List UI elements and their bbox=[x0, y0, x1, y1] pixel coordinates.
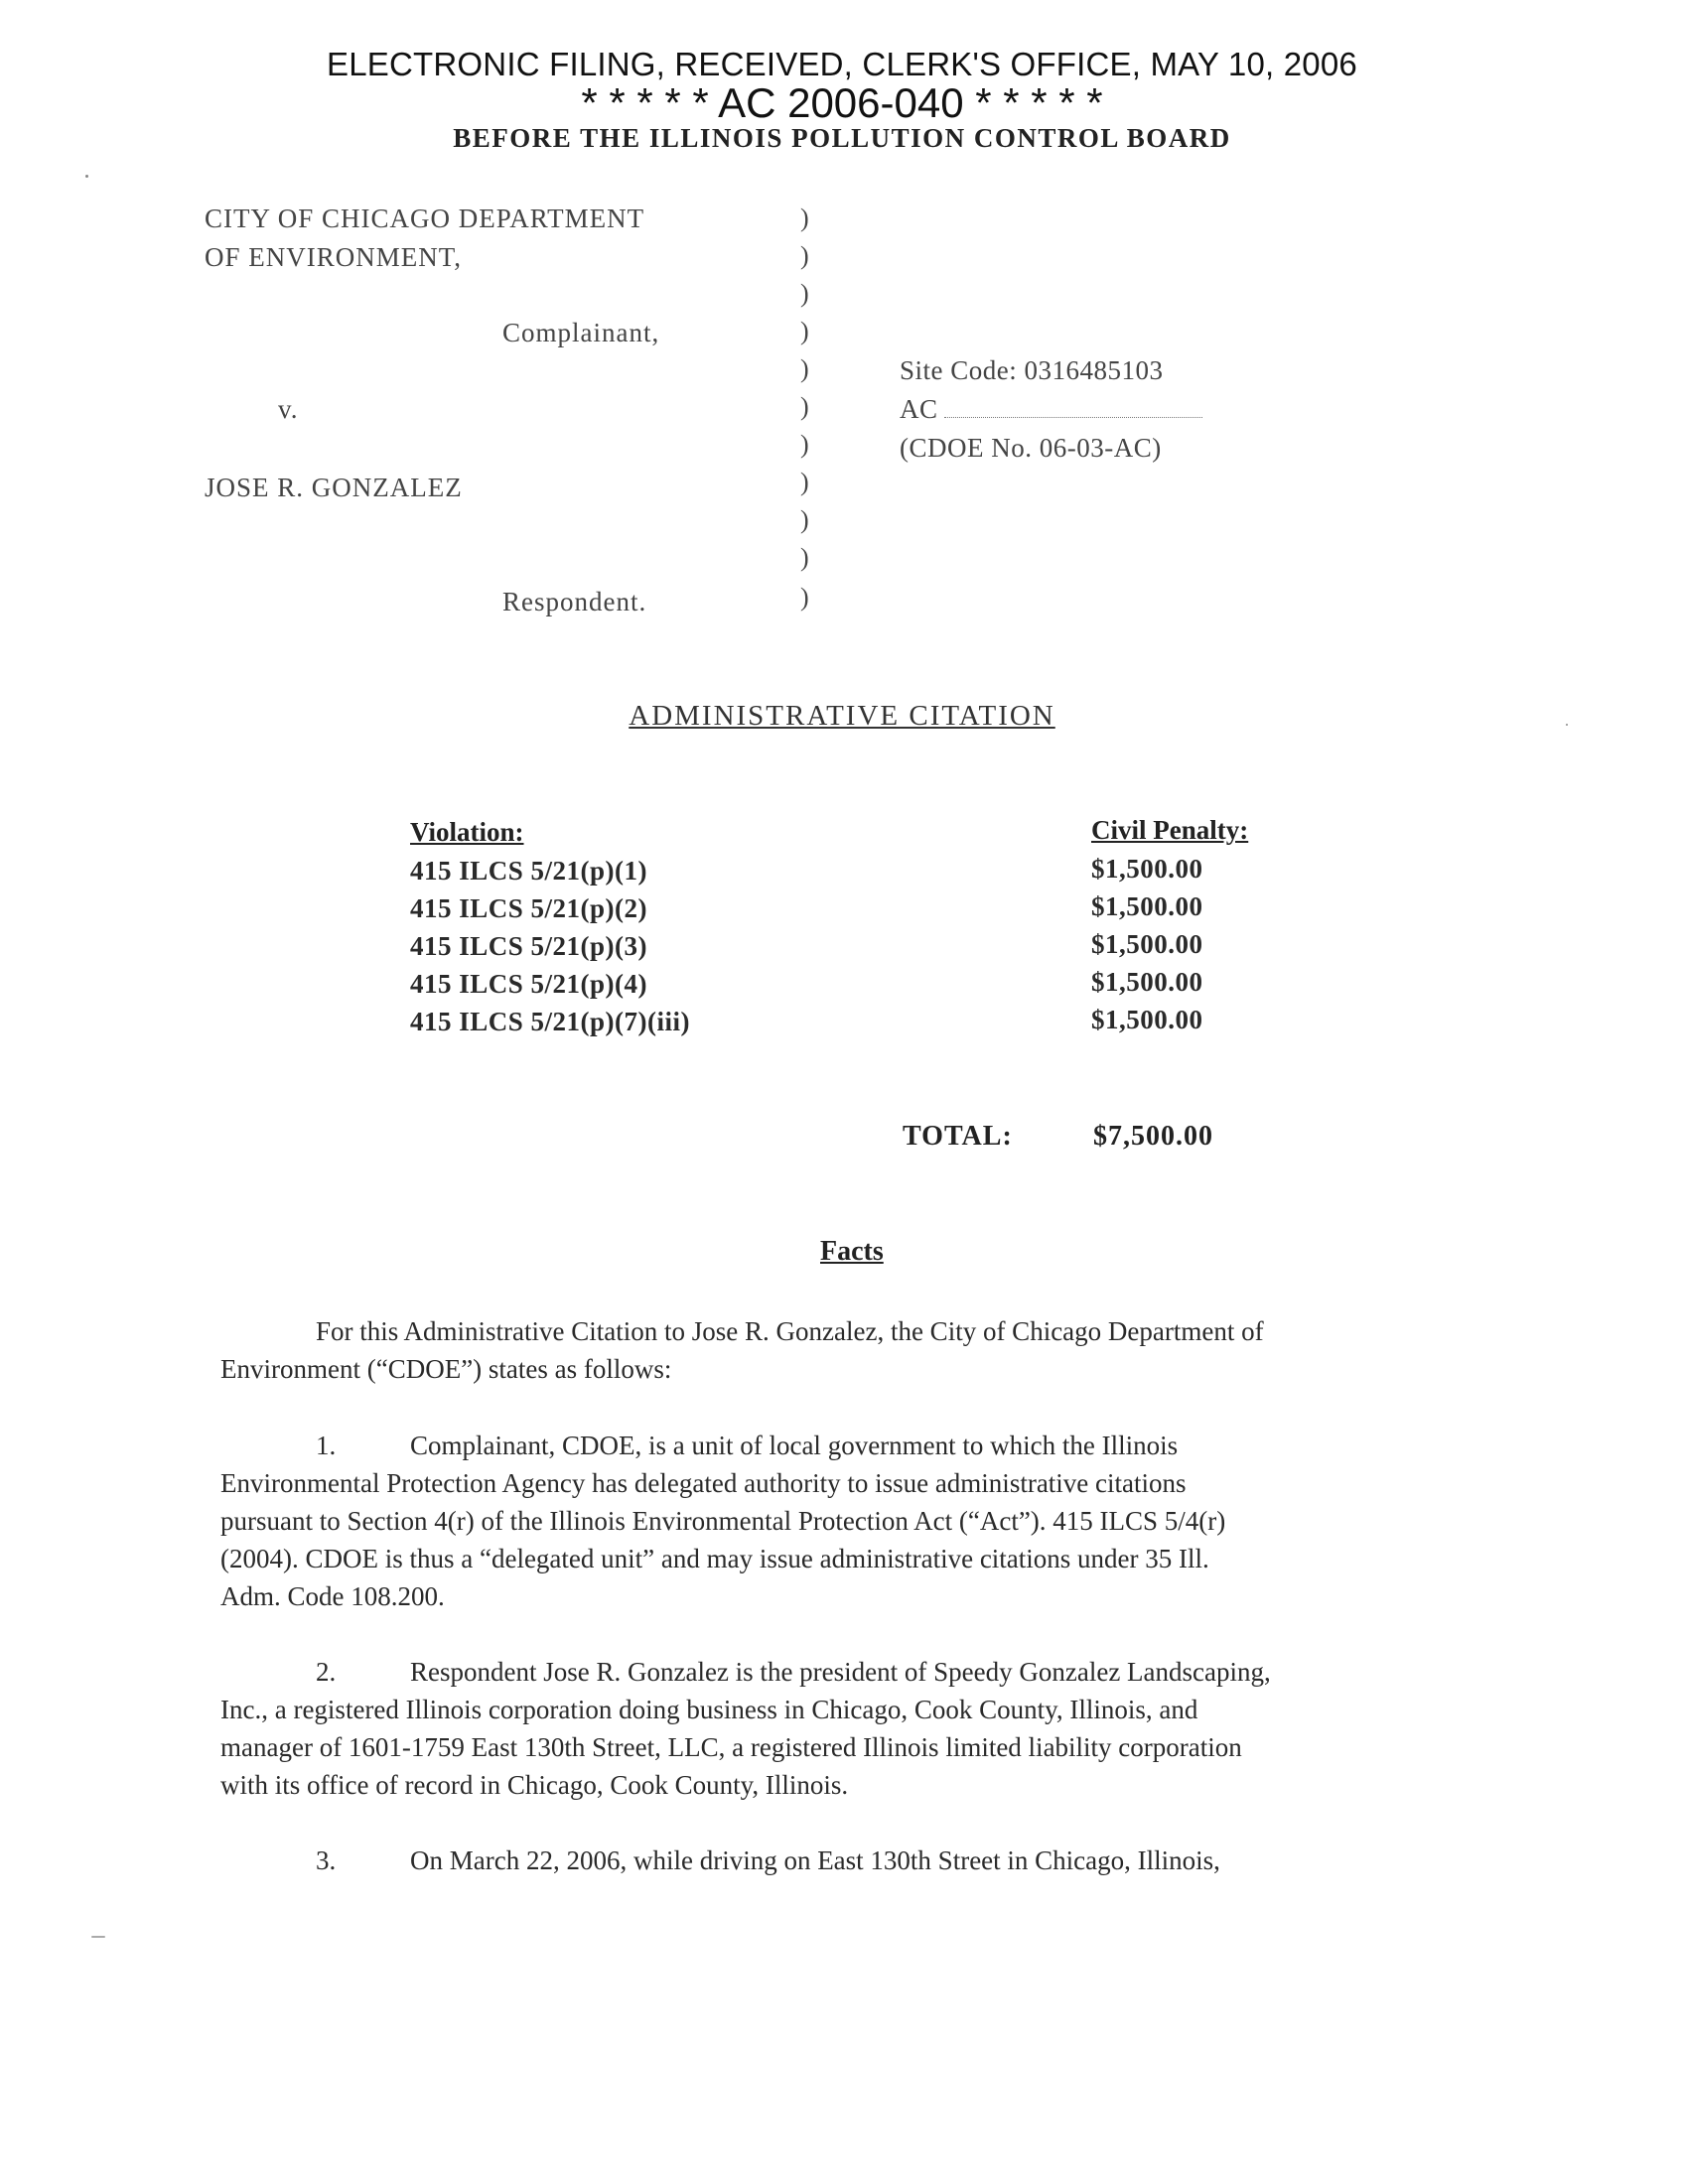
fact-number: 2. bbox=[316, 1657, 337, 1687]
fact-line: pursuant to Section 4(r) of the Illinois Environmental Protection Act (“Act”). 415 ILCS 5/4(r) bbox=[220, 1506, 1226, 1536]
fact-paragraph-1 bbox=[220, 1427, 1225, 1615]
filing-stamp: ELECTRONIC FILING, RECEIVED, CLERK'S OFFICE, MAY 10, 2006 bbox=[327, 46, 1357, 82]
fact-line: Environmental Protection Agency has delegated authority to issue administrative citations bbox=[220, 1468, 1187, 1498]
board-title: BEFORE THE ILLINOIS POLLUTION CONTROL BOARD bbox=[453, 123, 1231, 153]
caption-paren: ) bbox=[800, 468, 809, 496]
violation-cell: 415 ILCS 5/21(p)(4) bbox=[410, 969, 648, 999]
complainant-name-line1: CITY OF CHICAGO DEPARTMENT bbox=[205, 204, 645, 233]
fact-line: Respondent Jose R. Gonzalez is the president of Speedy Gonzalez Landscaping, bbox=[410, 1657, 1271, 1687]
fact-paragraph-first-line bbox=[220, 1653, 1271, 1691]
facts-heading: Facts bbox=[820, 1236, 884, 1267]
complainant-role: Complainant, bbox=[502, 318, 660, 347]
fact-number: 3. bbox=[316, 1845, 337, 1875]
case-number-stamp: * * * * * AC 2006-040 * * * * * bbox=[581, 79, 1103, 126]
complainant-name-line2: OF ENVIRONMENT, bbox=[205, 242, 462, 272]
respondent-name: JOSE R. GONZALEZ bbox=[205, 473, 463, 502]
facts-intro bbox=[220, 1312, 1264, 1388]
penalty-cell: $1,500.00 bbox=[1091, 1005, 1203, 1034]
ac-number-line bbox=[900, 394, 1202, 425]
caption-paren: ) bbox=[800, 505, 809, 534]
violation-cell: 415 ILCS 5/21(p)(1) bbox=[410, 856, 648, 886]
fact-number: 1. bbox=[316, 1431, 337, 1460]
versus-label: v. bbox=[278, 394, 299, 424]
caption-paren: ) bbox=[800, 241, 809, 270]
facts-intro-line: Environment (“CDOE”) states as follows: bbox=[220, 1354, 672, 1384]
fact-paragraph-2 bbox=[220, 1653, 1271, 1804]
penalty-cell: $1,500.00 bbox=[1091, 854, 1203, 884]
caption-paren: ) bbox=[800, 543, 809, 572]
penalty-cell: $1,500.00 bbox=[1091, 929, 1203, 959]
caption-paren: ) bbox=[800, 204, 809, 232]
fact-paragraph-first-line bbox=[220, 1842, 1220, 1879]
site-code: Site Code: 0316485103 bbox=[900, 355, 1164, 385]
caption-paren: ) bbox=[800, 279, 809, 308]
ac-label: AC bbox=[900, 394, 938, 424]
caption-paren: ) bbox=[800, 430, 809, 459]
caption-paren: ) bbox=[800, 392, 809, 421]
caption-paren: ) bbox=[800, 583, 809, 612]
caption-paren: ) bbox=[800, 354, 809, 383]
ac-number-blank bbox=[944, 415, 1202, 418]
respondent-role: Respondent. bbox=[502, 587, 647, 616]
fact-line: (2004). CDOE is thus a “delegated unit” and may issue administrative citations under 35 Ill. bbox=[220, 1544, 1209, 1573]
fact-line: Complainant, CDOE, is a unit of local government to which the Illinois bbox=[410, 1431, 1179, 1460]
scan-speck bbox=[91, 1936, 105, 1938]
violation-cell: 415 ILCS 5/21(p)(2) bbox=[410, 893, 648, 923]
fact-line: Adm. Code 108.200. bbox=[220, 1581, 445, 1611]
total-label: TOTAL: bbox=[903, 1121, 1013, 1152]
penalty-header: Civil Penalty: bbox=[1091, 815, 1249, 845]
scan-speck bbox=[85, 175, 88, 178]
fact-paragraph-first-line bbox=[220, 1427, 1225, 1464]
violation-header: Violation: bbox=[410, 817, 524, 847]
penalty-cell: $1,500.00 bbox=[1091, 891, 1203, 921]
fact-line: On March 22, 2006, while driving on East 130th Street in Chicago, Illinois, bbox=[410, 1845, 1220, 1875]
scan-speck bbox=[1566, 724, 1568, 726]
fact-line: manager of 1601-1759 East 130th Street, LLC, a registered Illinois limited liability corporation bbox=[220, 1732, 1242, 1762]
violation-cell: 415 ILCS 5/21(p)(7)(iii) bbox=[410, 1007, 690, 1036]
penalty-cell: $1,500.00 bbox=[1091, 967, 1203, 997]
violation-cell: 415 ILCS 5/21(p)(3) bbox=[410, 931, 648, 961]
fact-line: Inc., a registered Illinois corporation doing business in Chicago, Cook County, Illinois, and bbox=[220, 1695, 1198, 1724]
fact-paragraph-3 bbox=[220, 1842, 1220, 1879]
fact-line: with its office of record in Chicago, Cook County, Illinois. bbox=[220, 1770, 849, 1800]
citation-title: ADMINISTRATIVE CITATION bbox=[629, 700, 1055, 732]
total-value: $7,500.00 bbox=[1093, 1121, 1213, 1152]
caption-paren: ) bbox=[800, 317, 809, 345]
cdoe-number: (CDOE No. 06-03-AC) bbox=[900, 433, 1162, 463]
facts-intro-line: For this Administrative Citation to Jose R. Gonzalez, the City of Chicago Department of bbox=[316, 1316, 1264, 1346]
